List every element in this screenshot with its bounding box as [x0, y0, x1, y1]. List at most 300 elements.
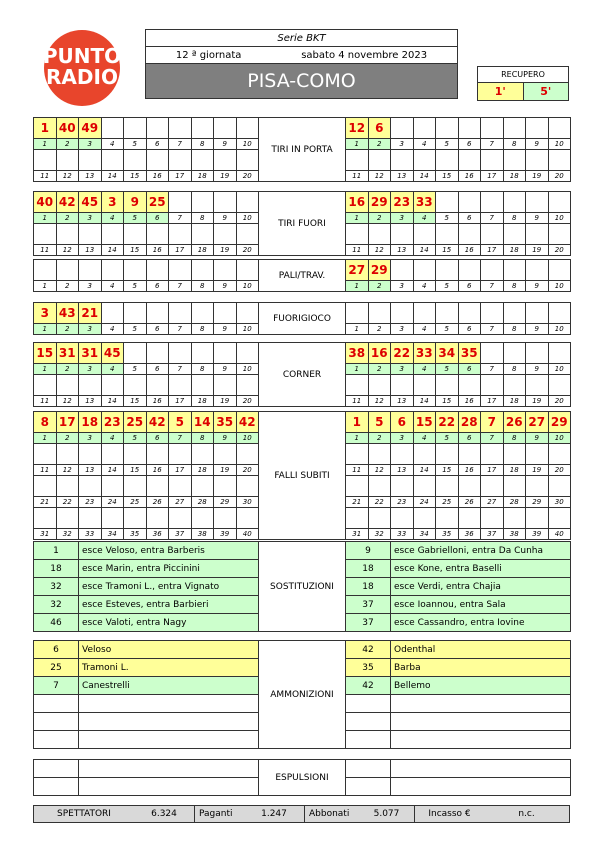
event-index: 17: [169, 171, 192, 182]
home-stat-minute: [169, 260, 192, 281]
home-booking-player: Tramoni L.: [79, 659, 259, 677]
event-index: 1: [34, 364, 57, 375]
home-stat-minute: [169, 375, 192, 396]
event-index: 37: [481, 529, 504, 540]
away-stat-minute: [503, 150, 526, 171]
event-index: 2: [368, 281, 391, 292]
event-index: 23: [79, 497, 102, 508]
event-index: 14: [413, 245, 436, 256]
away-stat-minute: [526, 476, 549, 497]
home-stat-minute: [191, 303, 214, 324]
home-stat-minute: [236, 150, 259, 171]
home-stat-minute: 40: [56, 118, 79, 139]
away-stat-minute: [458, 375, 481, 396]
event-index: 19: [214, 245, 237, 256]
away-booking-player: [391, 695, 571, 713]
event-index: 5: [436, 139, 459, 150]
event-index: 12: [56, 465, 79, 476]
home-booking-minute: 25: [34, 659, 79, 677]
home-stat-minute: [56, 260, 79, 281]
event-index: 6: [146, 433, 169, 444]
away-stat-minute: [481, 508, 504, 529]
event-index: 1: [34, 324, 57, 335]
home-stat-minute: [214, 444, 237, 465]
substitutions-label: SOSTITUZIONI: [259, 542, 346, 632]
event-index: 10: [236, 213, 259, 224]
event-index: 33: [79, 529, 102, 540]
home-stat-minute: [236, 118, 259, 139]
event-index: 6: [146, 281, 169, 292]
event-index: 17: [169, 396, 192, 407]
away-stat-minute: 27: [526, 412, 549, 433]
event-index: 15: [124, 465, 147, 476]
substitutions-table: [33, 541, 571, 632]
event-index: 19: [214, 396, 237, 407]
event-index: 4: [413, 139, 436, 150]
away-stat-minute: [481, 260, 504, 281]
away-stat-minute: [481, 476, 504, 497]
event-index: 4: [413, 281, 436, 292]
event-index: 37: [169, 529, 192, 540]
home-stat-minute: [124, 150, 147, 171]
away-stat-minute: [548, 303, 571, 324]
event-index: 9: [214, 324, 237, 335]
event-index: 8: [503, 324, 526, 335]
home-stat-minute: [169, 476, 192, 497]
home-booking-minute: [34, 731, 79, 749]
event-index: 21: [34, 497, 57, 508]
event-index: 8: [191, 281, 214, 292]
stat-section: [33, 117, 571, 182]
away-booking-minute: [346, 695, 391, 713]
stat-label: FUORIGIOCO: [259, 303, 346, 335]
event-index: 18: [191, 245, 214, 256]
event-index: 9: [526, 213, 549, 224]
away-stat-minute: 34: [436, 343, 459, 364]
home-stat-minute: 17: [56, 412, 79, 433]
home-sub-text: esce Valoti, entra Nagy: [79, 614, 259, 632]
home-stat-minute: [169, 192, 192, 213]
event-index: 8: [191, 213, 214, 224]
away-booking-player: Bellemo: [391, 677, 571, 695]
away-stat-minute: [503, 444, 526, 465]
home-stat-minute: [191, 476, 214, 497]
away-stat-minute: 29: [368, 192, 391, 213]
event-index: 11: [34, 245, 57, 256]
event-index: 6: [146, 364, 169, 375]
event-index: 11: [346, 465, 369, 476]
home-stat-minute: 15: [34, 343, 57, 364]
event-index: 14: [413, 171, 436, 182]
home-stat-minute: [124, 224, 147, 245]
event-index: 15: [124, 171, 147, 182]
away-stat-minute: [458, 444, 481, 465]
event-index: 17: [481, 396, 504, 407]
stat-section: [33, 191, 571, 256]
event-index: 8: [191, 364, 214, 375]
event-index: 2: [368, 213, 391, 224]
away-sub-minute: 37: [346, 614, 391, 632]
home-stat-minute: [191, 150, 214, 171]
event-index: 7: [169, 433, 192, 444]
event-index: 10: [236, 324, 259, 335]
home-stat-minute: [146, 375, 169, 396]
home-stat-minute: [191, 508, 214, 529]
event-index: 18: [191, 396, 214, 407]
stat-section: [33, 302, 571, 335]
home-stat-minute: [56, 150, 79, 171]
home-stat-minute: [146, 444, 169, 465]
home-stat-minute: [191, 343, 214, 364]
event-index: 18: [503, 171, 526, 182]
home-stat-minute: [169, 118, 192, 139]
home-stat-minute: [146, 224, 169, 245]
home-stat-minute: [214, 476, 237, 497]
away-stat-minute: 16: [346, 192, 369, 213]
away-stat-minute: [346, 375, 369, 396]
home-stat-minute: [124, 508, 147, 529]
event-index: 15: [124, 396, 147, 407]
away-stat-minute: 6: [391, 412, 414, 433]
home-stat-minute: [146, 303, 169, 324]
event-index: 3: [79, 281, 102, 292]
event-index: 25: [436, 497, 459, 508]
stat-label: FALLI SUBITI: [259, 412, 346, 540]
event-index: 17: [169, 245, 192, 256]
event-index: 9: [526, 139, 549, 150]
away-stat-minute: [503, 260, 526, 281]
event-index: 39: [526, 529, 549, 540]
event-index: 5: [124, 139, 147, 150]
away-stat-minute: [436, 303, 459, 324]
event-index: 28: [503, 497, 526, 508]
home-stat-minute: [56, 375, 79, 396]
event-index: 19: [526, 465, 549, 476]
home-stat-minute: 23: [101, 412, 124, 433]
home-stat-minute: 25: [146, 192, 169, 213]
event-index: 6: [458, 433, 481, 444]
event-index: 4: [101, 433, 124, 444]
event-index: 11: [34, 171, 57, 182]
event-index: 11: [34, 396, 57, 407]
away-stat-minute: [548, 118, 571, 139]
event-index: 4: [101, 281, 124, 292]
away-sub-minute: 18: [346, 560, 391, 578]
event-index: 10: [236, 433, 259, 444]
away-stat-minute: 29: [368, 260, 391, 281]
away-stat-minute: [413, 118, 436, 139]
event-index: 8: [191, 139, 214, 150]
event-index: 9: [526, 281, 549, 292]
away-stat-minute: [436, 192, 459, 213]
away-stat-minute: [548, 444, 571, 465]
event-index: 1: [346, 364, 369, 375]
home-stat-minute: [191, 192, 214, 213]
stat-label: PALI/TRAV.: [259, 260, 346, 292]
event-index: 40: [548, 529, 571, 540]
away-booking-minute: [346, 731, 391, 749]
match-date: sabato 4 novembre 2023: [301, 49, 428, 61]
event-index: 9: [526, 324, 549, 335]
home-booking-minute: 7: [34, 677, 79, 695]
home-stat-minute: 9: [124, 192, 147, 213]
away-stat-minute: 5: [368, 412, 391, 433]
away-stat-minute: 38: [346, 343, 369, 364]
event-index: 4: [413, 433, 436, 444]
away-sub-minute: 37: [346, 596, 391, 614]
event-index: 36: [458, 529, 481, 540]
away-stat-minute: [458, 260, 481, 281]
event-index: 13: [79, 171, 102, 182]
event-index: 6: [458, 213, 481, 224]
home-stat-minute: 35: [214, 412, 237, 433]
event-index: 10: [548, 139, 571, 150]
home-stat-minute: [169, 343, 192, 364]
away-stat-minute: [548, 343, 571, 364]
away-stat-minute: [368, 476, 391, 497]
event-index: 19: [214, 465, 237, 476]
away-stat-minute: 33: [413, 192, 436, 213]
event-index: 4: [413, 213, 436, 224]
event-index: 6: [458, 364, 481, 375]
event-index: 12: [368, 245, 391, 256]
away-stat-minute: [526, 118, 549, 139]
home-stat-minute: [79, 444, 102, 465]
event-index: 7: [169, 364, 192, 375]
event-index: 11: [346, 171, 369, 182]
home-expulsion-player: [79, 778, 259, 796]
home-sub-minute: 18: [34, 560, 79, 578]
event-index: 1: [34, 433, 57, 444]
away-stat-minute: [526, 343, 549, 364]
event-index: 9: [214, 139, 237, 150]
event-index: 7: [481, 281, 504, 292]
event-index: 8: [503, 139, 526, 150]
home-stat-minute: 8: [34, 412, 57, 433]
event-index: 40: [236, 529, 259, 540]
event-index: 1: [346, 213, 369, 224]
home-stat-minute: [236, 508, 259, 529]
away-stat-minute: [458, 118, 481, 139]
home-stat-minute: [56, 508, 79, 529]
event-index: 10: [548, 281, 571, 292]
event-index: 7: [481, 324, 504, 335]
home-stat-minute: [236, 260, 259, 281]
event-index: 16: [458, 171, 481, 182]
event-index: 10: [236, 364, 259, 375]
home-stat-minute: 1: [34, 118, 57, 139]
event-index: 12: [368, 396, 391, 407]
event-index: 14: [101, 245, 124, 256]
home-booking-player: Canestrelli: [79, 677, 259, 695]
event-index: 6: [458, 324, 481, 335]
home-stat-minute: [191, 118, 214, 139]
event-index: 32: [368, 529, 391, 540]
home-stat-minute: [124, 343, 147, 364]
away-stat-minute: [436, 508, 459, 529]
away-stat-minute: [548, 192, 571, 213]
home-sub-minute: 46: [34, 614, 79, 632]
event-index: 3: [79, 433, 102, 444]
event-index: 5: [124, 364, 147, 375]
event-index: 7: [481, 364, 504, 375]
incasso-label: Incasso €: [414, 806, 484, 822]
event-index: 1: [34, 139, 57, 150]
event-index: 2: [56, 281, 79, 292]
away-stat-minute: [526, 444, 549, 465]
event-index: 1: [346, 139, 369, 150]
home-stat-minute: [146, 150, 169, 171]
away-booking-player: Odenthal: [391, 641, 571, 659]
home-stat-minute: [101, 224, 124, 245]
away-stat-minute: [346, 476, 369, 497]
event-index: 12: [368, 465, 391, 476]
event-index: 10: [236, 281, 259, 292]
expulsions-table: [33, 759, 571, 796]
away-sub-minute: 9: [346, 542, 391, 560]
event-index: 12: [56, 171, 79, 182]
event-index: 5: [436, 281, 459, 292]
home-stat-minute: [101, 260, 124, 281]
home-stat-minute: [214, 375, 237, 396]
event-index: 14: [413, 396, 436, 407]
away-stat-minute: [346, 224, 369, 245]
event-index: 6: [458, 281, 481, 292]
event-index: 5: [124, 324, 147, 335]
home-stat-minute: [214, 508, 237, 529]
home-stat-minute: 42: [146, 412, 169, 433]
event-index: 15: [124, 245, 147, 256]
away-stat-minute: [391, 118, 414, 139]
home-sub-text: esce Marin, entra Piccinini: [79, 560, 259, 578]
event-index: 27: [481, 497, 504, 508]
home-booking-minute: [34, 713, 79, 731]
event-index: 7: [169, 139, 192, 150]
home-stat-minute: [79, 260, 102, 281]
home-stat-minute: 42: [56, 192, 79, 213]
event-index: 1: [34, 213, 57, 224]
event-index: 7: [481, 433, 504, 444]
event-index: 32: [56, 529, 79, 540]
away-sub-text: esce Verdi, entra Chajia: [391, 578, 571, 596]
home-booking-player: [79, 695, 259, 713]
away-expulsion-player: [391, 778, 571, 796]
event-index: 3: [79, 213, 102, 224]
event-index: 19: [214, 171, 237, 182]
event-index: 10: [548, 364, 571, 375]
home-stat-minute: [214, 192, 237, 213]
home-stat-minute: [124, 476, 147, 497]
bookings-table: [33, 640, 571, 749]
event-index: 18: [191, 171, 214, 182]
home-sub-minute: 1: [34, 542, 79, 560]
event-index: 21: [346, 497, 369, 508]
event-index: 16: [458, 245, 481, 256]
home-stat-minute: [124, 444, 147, 465]
away-stat-minute: [481, 224, 504, 245]
event-index: 10: [548, 213, 571, 224]
home-stat-minute: [169, 303, 192, 324]
away-stat-minute: [391, 260, 414, 281]
away-stat-minute: [368, 150, 391, 171]
bookings-label: AMMONIZIONI: [259, 641, 346, 749]
away-stat-minute: [526, 192, 549, 213]
event-index: 20: [548, 171, 571, 182]
home-stat-minute: [236, 343, 259, 364]
home-stat-minute: [169, 508, 192, 529]
event-index: 19: [526, 245, 549, 256]
round-date: [146, 47, 457, 64]
home-stat-minute: [79, 375, 102, 396]
event-index: 7: [481, 139, 504, 150]
event-index: 18: [503, 396, 526, 407]
event-index: 1: [34, 281, 57, 292]
home-booking-player: [79, 731, 259, 749]
event-index: 15: [436, 171, 459, 182]
away-stat-minute: [413, 224, 436, 245]
event-index: 19: [526, 171, 549, 182]
away-stat-minute: [436, 476, 459, 497]
event-index: 25: [124, 497, 147, 508]
event-index: 8: [503, 433, 526, 444]
event-index: 22: [56, 497, 79, 508]
away-stat-minute: [368, 508, 391, 529]
event-index: 9: [526, 364, 549, 375]
home-stat-minute: [146, 508, 169, 529]
away-stat-minute: [526, 303, 549, 324]
home-stat-minute: [169, 444, 192, 465]
home-sub-text: esce Esteves, entra Barbieri: [79, 596, 259, 614]
event-index: 13: [79, 465, 102, 476]
away-stat-minute: [391, 375, 414, 396]
home-stat-minute: [79, 508, 102, 529]
home-stat-minute: [124, 118, 147, 139]
event-index: 1: [346, 324, 369, 335]
event-index: 6: [146, 324, 169, 335]
away-stat-minute: [391, 150, 414, 171]
away-stat-minute: 15: [413, 412, 436, 433]
home-stat-minute: 25: [124, 412, 147, 433]
event-index: 20: [548, 245, 571, 256]
event-index: 39: [214, 529, 237, 540]
event-index: 3: [79, 324, 102, 335]
event-index: 13: [391, 396, 414, 407]
home-stat-minute: 31: [79, 343, 102, 364]
event-index: 20: [236, 245, 259, 256]
event-index: 9: [214, 213, 237, 224]
event-index: 15: [436, 396, 459, 407]
away-stat-minute: 33: [413, 343, 436, 364]
event-index: 9: [214, 433, 237, 444]
away-stat-minute: [526, 260, 549, 281]
event-index: 3: [391, 139, 414, 150]
event-index: 5: [436, 213, 459, 224]
home-booking-minute: 6: [34, 641, 79, 659]
home-sub-minute: 32: [34, 596, 79, 614]
event-index: 31: [346, 529, 369, 540]
home-expulsion-minute: [34, 778, 79, 796]
event-index: 2: [368, 364, 391, 375]
away-stat-minute: [481, 343, 504, 364]
home-stat-minute: [169, 224, 192, 245]
home-stat-minute: [101, 303, 124, 324]
away-booking-player: Barba: [391, 659, 571, 677]
home-stat-minute: [34, 224, 57, 245]
home-expulsion-player: [79, 760, 259, 778]
away-stat-minute: [458, 508, 481, 529]
away-stat-minute: [526, 224, 549, 245]
event-index: 3: [79, 139, 102, 150]
